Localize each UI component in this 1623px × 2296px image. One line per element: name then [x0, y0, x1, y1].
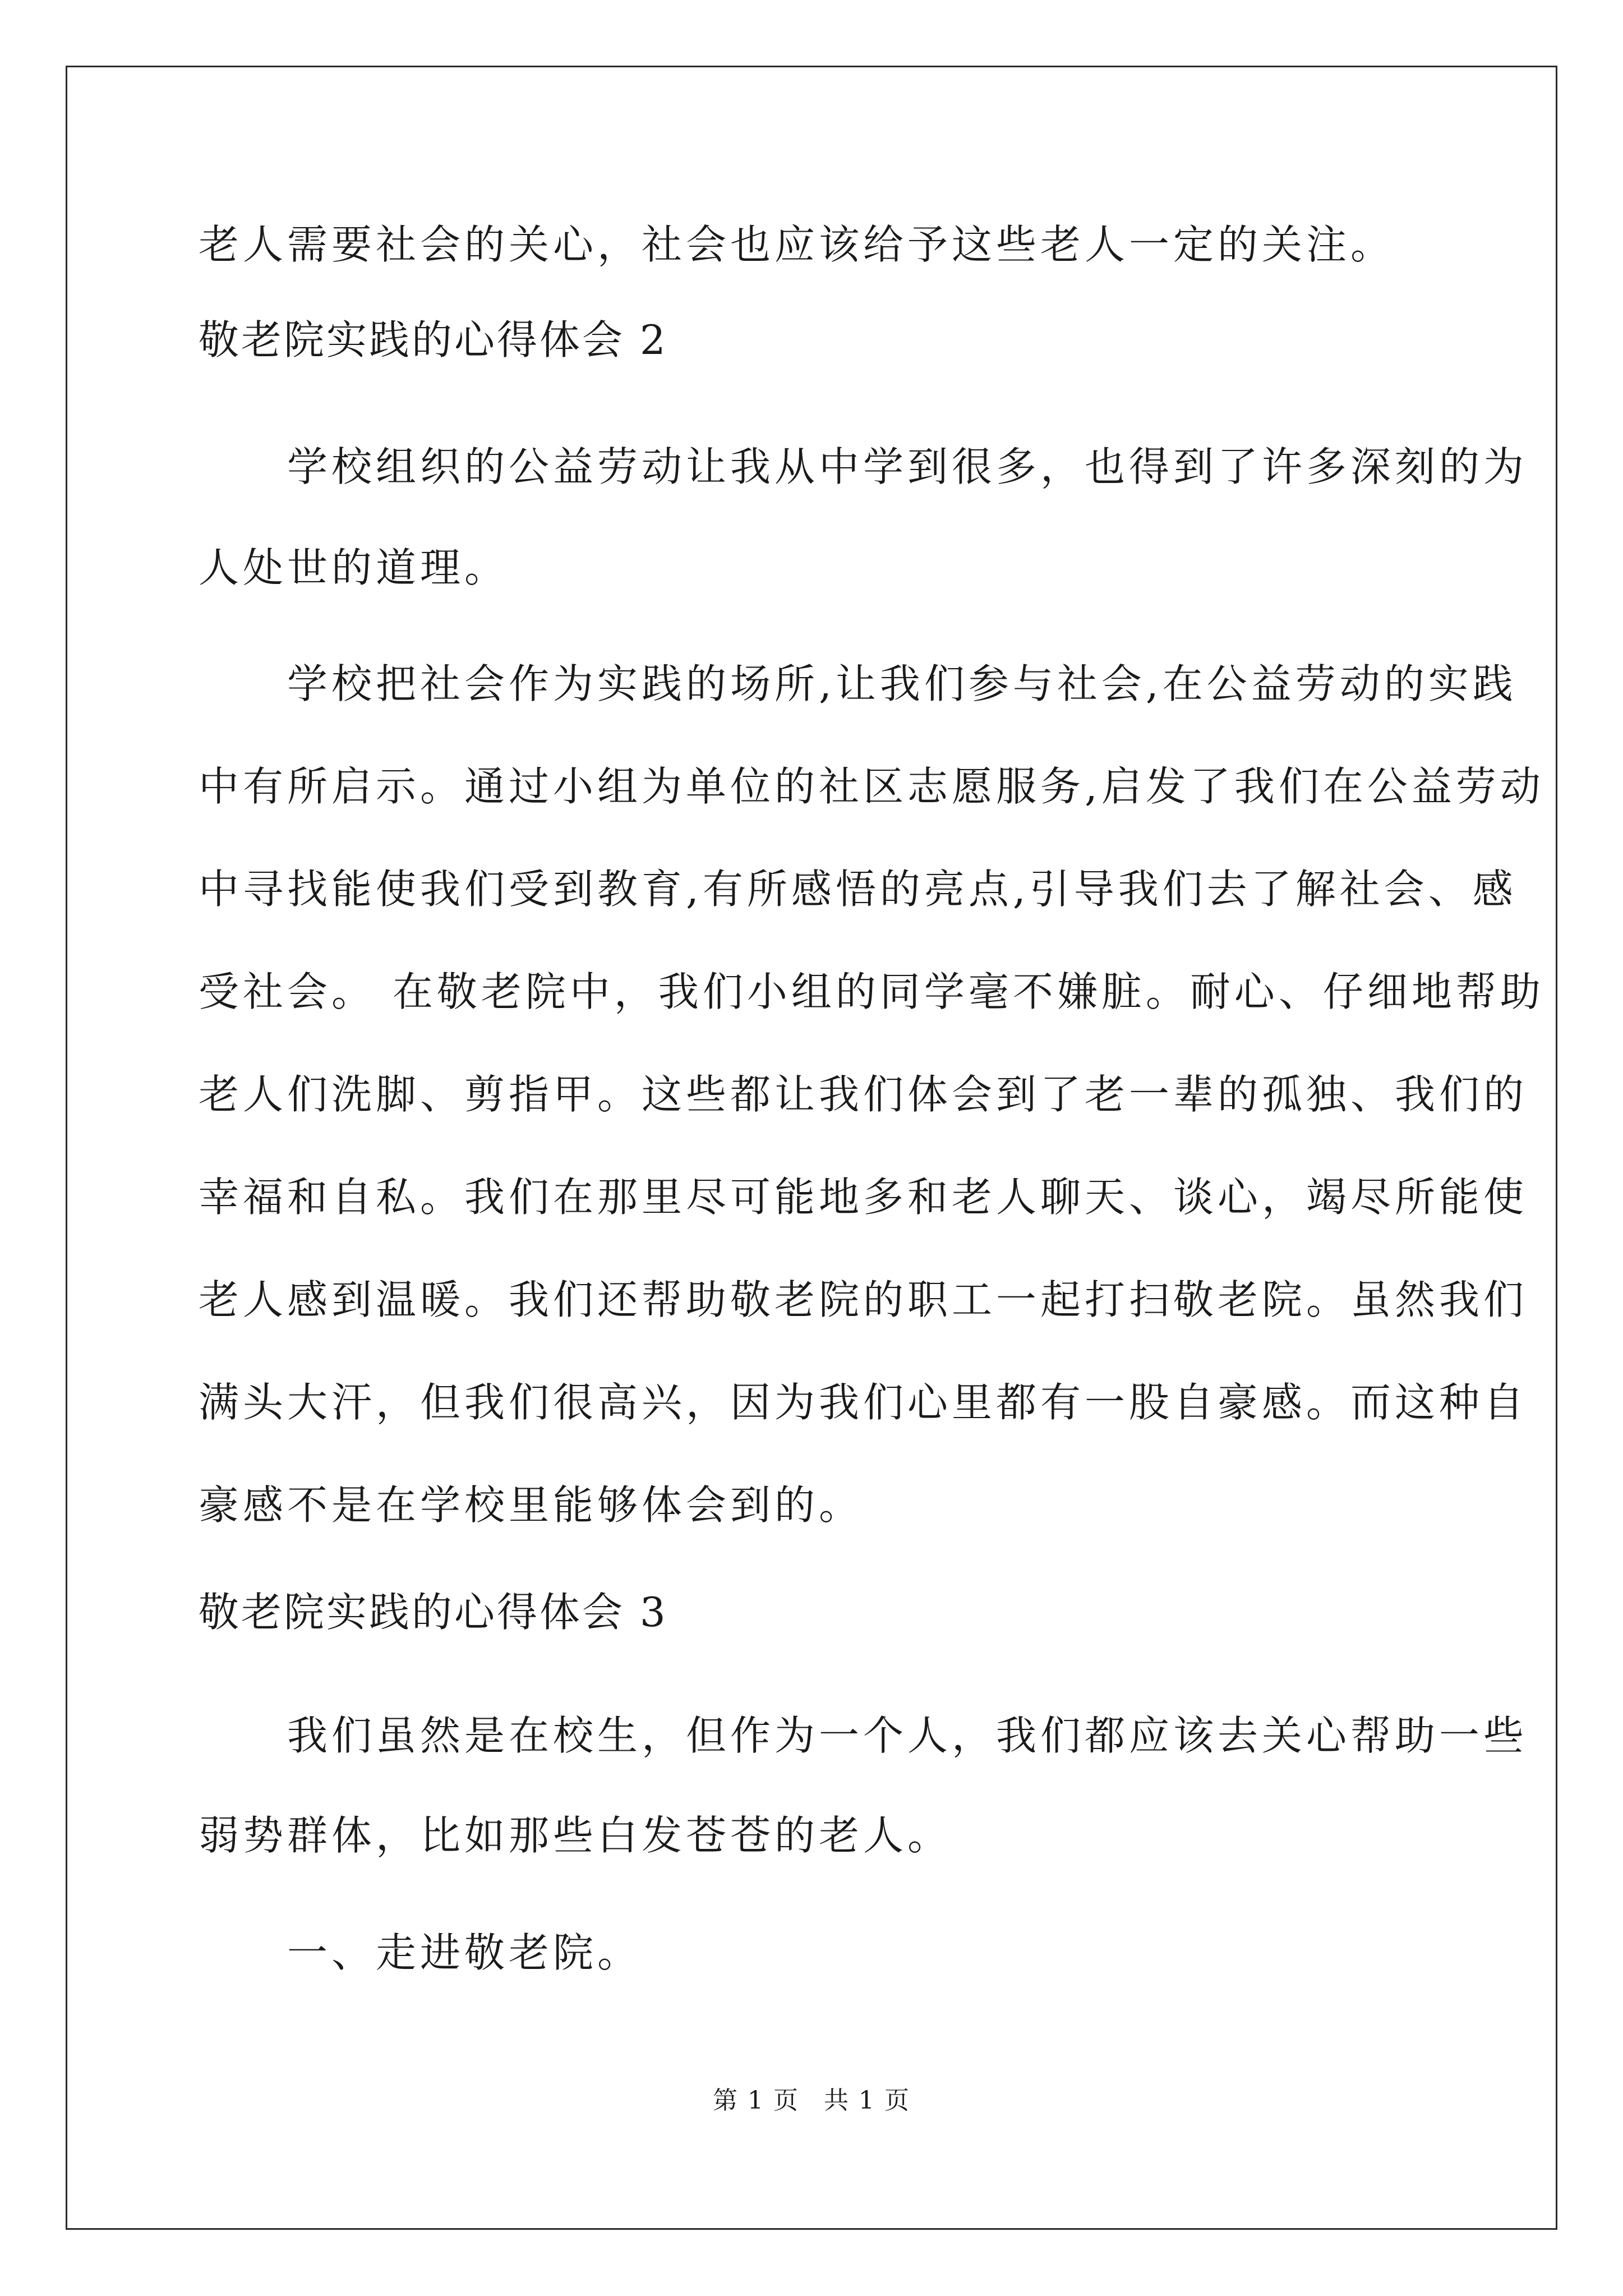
text-line: 老人需要社会的关心，社会也应该给予这些老人一定的关注。	[199, 221, 1395, 268]
text-line: 老人们洗脚、剪指甲。这些都让我们体会到了老一辈的孤独、我们的	[199, 1071, 1528, 1118]
text-line: 满头大汗，但我们很高兴，因为我们心里都有一股自豪感。而这种自	[199, 1379, 1528, 1426]
page-number: 第 1 页	[713, 2086, 799, 2115]
text-line: 受社会。 在敬老院中，我们小组的同学毫不嫌脏。耐心、仔细地帮助	[199, 968, 1544, 1015]
page-footer	[0, 2080, 1623, 2116]
text-line: 人处世的道理。	[199, 544, 509, 591]
text-line: 中有所启示。通过小组为单位的社区志愿服务,启发了我们在公益劳动	[199, 763, 1544, 810]
text-line: 学校组织的公益劳动让我从中学到很多，也得到了许多深刻的为	[199, 443, 1528, 490]
section-heading: 敬老院实践的心得体会 3	[199, 1589, 668, 1636]
text-line: 学校把社会作为实践的场所,让我们参与社会,在公益劳动的实践	[199, 660, 1517, 707]
section-heading: 敬老院实践的心得体会 2	[199, 316, 668, 364]
text-line: 豪感不是在学校里能够体会到的。	[199, 1481, 864, 1529]
text-line: 老人感到温暖。我们还帮助敬老院的职工一起打扫敬老院。虽然我们	[199, 1276, 1528, 1323]
total-pages: 共 1 页	[824, 2086, 910, 2115]
text-line: 我们虽然是在校生，但作为一个人，我们都应该去关心帮助一些	[199, 1712, 1528, 1759]
text-line: 幸福和自私。我们在那里尽可能地多和老人聊天、谈心，竭尽所能使	[199, 1174, 1528, 1221]
text-line: 弱势群体，比如那些白发苍苍的老人。	[199, 1812, 952, 1859]
text-line: 一、走进敬老院。	[199, 1929, 642, 1976]
page-border	[66, 66, 1557, 2230]
text-line: 中寻找能使我们受到教育,有所感悟的亮点,引导我们去了解社会、感	[199, 866, 1517, 913]
